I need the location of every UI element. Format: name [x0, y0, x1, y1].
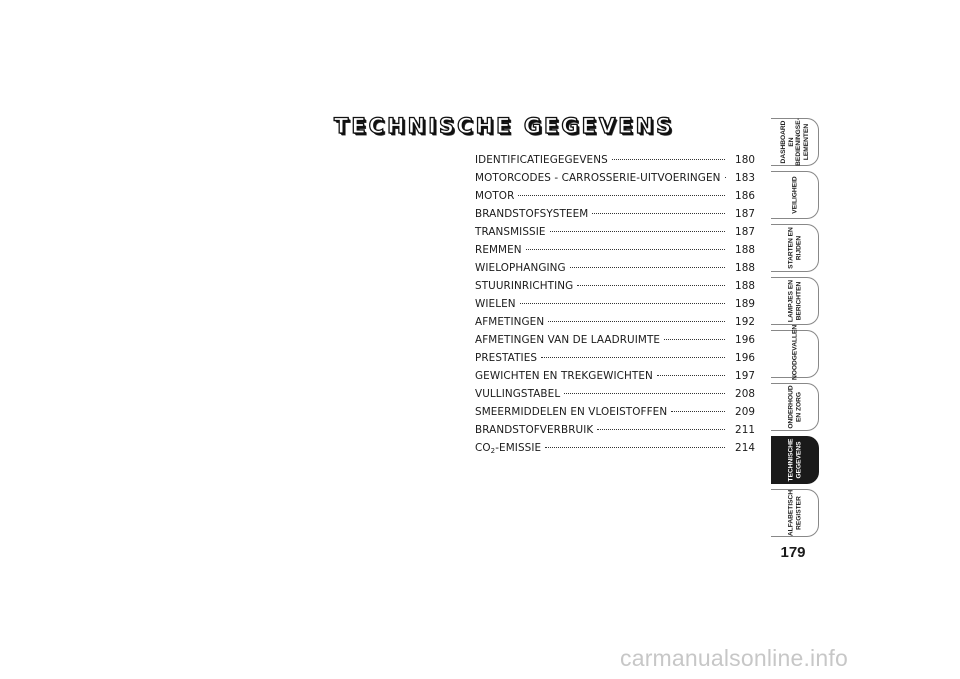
toc-row[interactable]	[475, 259, 755, 277]
toc-page-number: 187	[735, 208, 756, 220]
toc-label: STUURINRICHTING	[475, 280, 574, 292]
toc-label: GEWICHTEN EN TREKGEWICHTEN	[475, 370, 653, 382]
page-title: TECHNISCHE GEGEVENS	[334, 114, 675, 138]
dot-leader	[518, 194, 725, 196]
toc-row[interactable]	[475, 385, 755, 403]
tab-label: VEILIGHEID	[790, 176, 798, 214]
toc-label: WIELEN	[475, 298, 516, 310]
toc-row[interactable]	[475, 187, 755, 205]
toc-row[interactable]	[475, 151, 755, 169]
toc-page-number: 186	[735, 190, 756, 202]
toc-row[interactable]	[475, 331, 755, 349]
toc-row[interactable]	[475, 349, 755, 367]
dot-leader	[550, 230, 725, 232]
toc-page-number: 211	[735, 424, 756, 436]
tab-alfabetisch-register[interactable]	[771, 489, 819, 537]
dot-leader	[657, 374, 725, 376]
toc-label: TRANSMISSIE	[475, 226, 546, 238]
tab-label: TECHNISCHE GEGEVENS	[787, 438, 802, 482]
toc-page-number: 187	[735, 226, 756, 238]
dot-leader	[520, 302, 725, 304]
toc-row[interactable]	[475, 439, 755, 457]
toc-page-number: 189	[735, 298, 756, 310]
toc-page-number: 192	[735, 316, 756, 328]
dot-leader	[725, 176, 726, 178]
toc-label: MOTOR	[475, 190, 515, 202]
tab-label: ONDERHOUD EN ZORG	[787, 385, 802, 429]
tab-label: ALFABETISCH REGISTER	[787, 489, 802, 537]
toc-label: PRESTATIES	[475, 352, 538, 364]
dot-leader	[541, 356, 725, 358]
tab-label: NOODGEVALLEN	[790, 324, 798, 380]
dot-leader	[612, 158, 725, 160]
dot-leader	[671, 410, 725, 412]
toc-row[interactable]	[475, 169, 755, 187]
toc-label: REMMEN	[475, 244, 522, 256]
dot-leader	[564, 392, 725, 394]
table-of-contents	[475, 151, 755, 457]
dot-leader	[526, 248, 725, 250]
page-number: 179	[780, 544, 806, 561]
dot-leader	[570, 266, 725, 268]
tab-veiligheid[interactable]	[771, 171, 819, 219]
dot-leader	[592, 212, 725, 214]
dot-leader	[664, 338, 725, 340]
watermark: carmanualsonline.info	[620, 645, 848, 671]
chapter-tabs	[771, 118, 821, 542]
tab-starten[interactable]	[771, 224, 819, 272]
toc-row[interactable]	[475, 223, 755, 241]
toc-row[interactable]	[475, 205, 755, 223]
toc-row[interactable]	[475, 367, 755, 385]
toc-page-number: 209	[735, 406, 756, 418]
co2-prefix: CO	[475, 442, 491, 454]
toc-label: SMEERMIDDELEN EN VLOEISTOFFEN	[475, 406, 668, 418]
toc-page-number: 188	[735, 262, 756, 274]
toc-page-number: 197	[735, 370, 756, 382]
toc-page-number: 208	[735, 388, 756, 400]
toc-row[interactable]	[475, 313, 755, 331]
toc-page-number: 188	[735, 244, 756, 256]
toc-page-number: 183	[735, 172, 756, 184]
toc-page-number: 188	[735, 280, 756, 292]
toc-label: BRANDSTOFSYSTEEM	[475, 208, 589, 220]
toc-page-number: 196	[735, 352, 756, 364]
toc-row[interactable]	[475, 421, 755, 439]
co2-suffix: -EMISSIE	[495, 442, 542, 454]
dot-leader	[548, 320, 725, 322]
toc-label: WIELOPHANGING	[475, 262, 566, 274]
tab-label: LAMPJES EN BERICHTEN	[787, 279, 802, 323]
toc-label: IDENTIFICATIEGEGEVENS	[475, 154, 608, 166]
toc-row[interactable]	[475, 277, 755, 295]
toc-row[interactable]	[475, 403, 755, 421]
toc-label: VULLINGSTABEL	[475, 388, 561, 400]
toc-label	[475, 439, 541, 460]
toc-page-number: 196	[735, 334, 756, 346]
toc-label: MOTORCODES - CARROSSERIE-UITVOERINGEN	[475, 172, 721, 184]
toc-row[interactable]	[475, 241, 755, 259]
dot-leader	[545, 446, 725, 448]
dot-leader	[577, 284, 725, 286]
toc-row[interactable]	[475, 295, 755, 313]
tab-technische-gegevens[interactable]	[771, 436, 819, 484]
co2-subscript: 2	[490, 447, 496, 455]
tab-noodgevallen[interactable]	[771, 324, 819, 380]
toc-page-number: 180	[735, 154, 756, 166]
dot-leader	[597, 428, 725, 430]
tab-dashboard[interactable]	[771, 118, 819, 166]
tab-lampjes[interactable]	[771, 277, 819, 325]
tab-label: STARTEN EN RIJDEN	[787, 227, 802, 269]
tab-onderhoud[interactable]	[771, 383, 819, 431]
toc-label: BRANDSTOFVERBRUIK	[475, 424, 594, 436]
tab-label: DASHBOARD EN BEDIENINGSE- LEMENTEN	[779, 118, 809, 166]
toc-label: AFMETINGEN	[475, 316, 545, 328]
toc-page-number: 214	[735, 442, 756, 454]
toc-label: AFMETINGEN VAN DE LAADRUIMTE	[475, 334, 661, 346]
